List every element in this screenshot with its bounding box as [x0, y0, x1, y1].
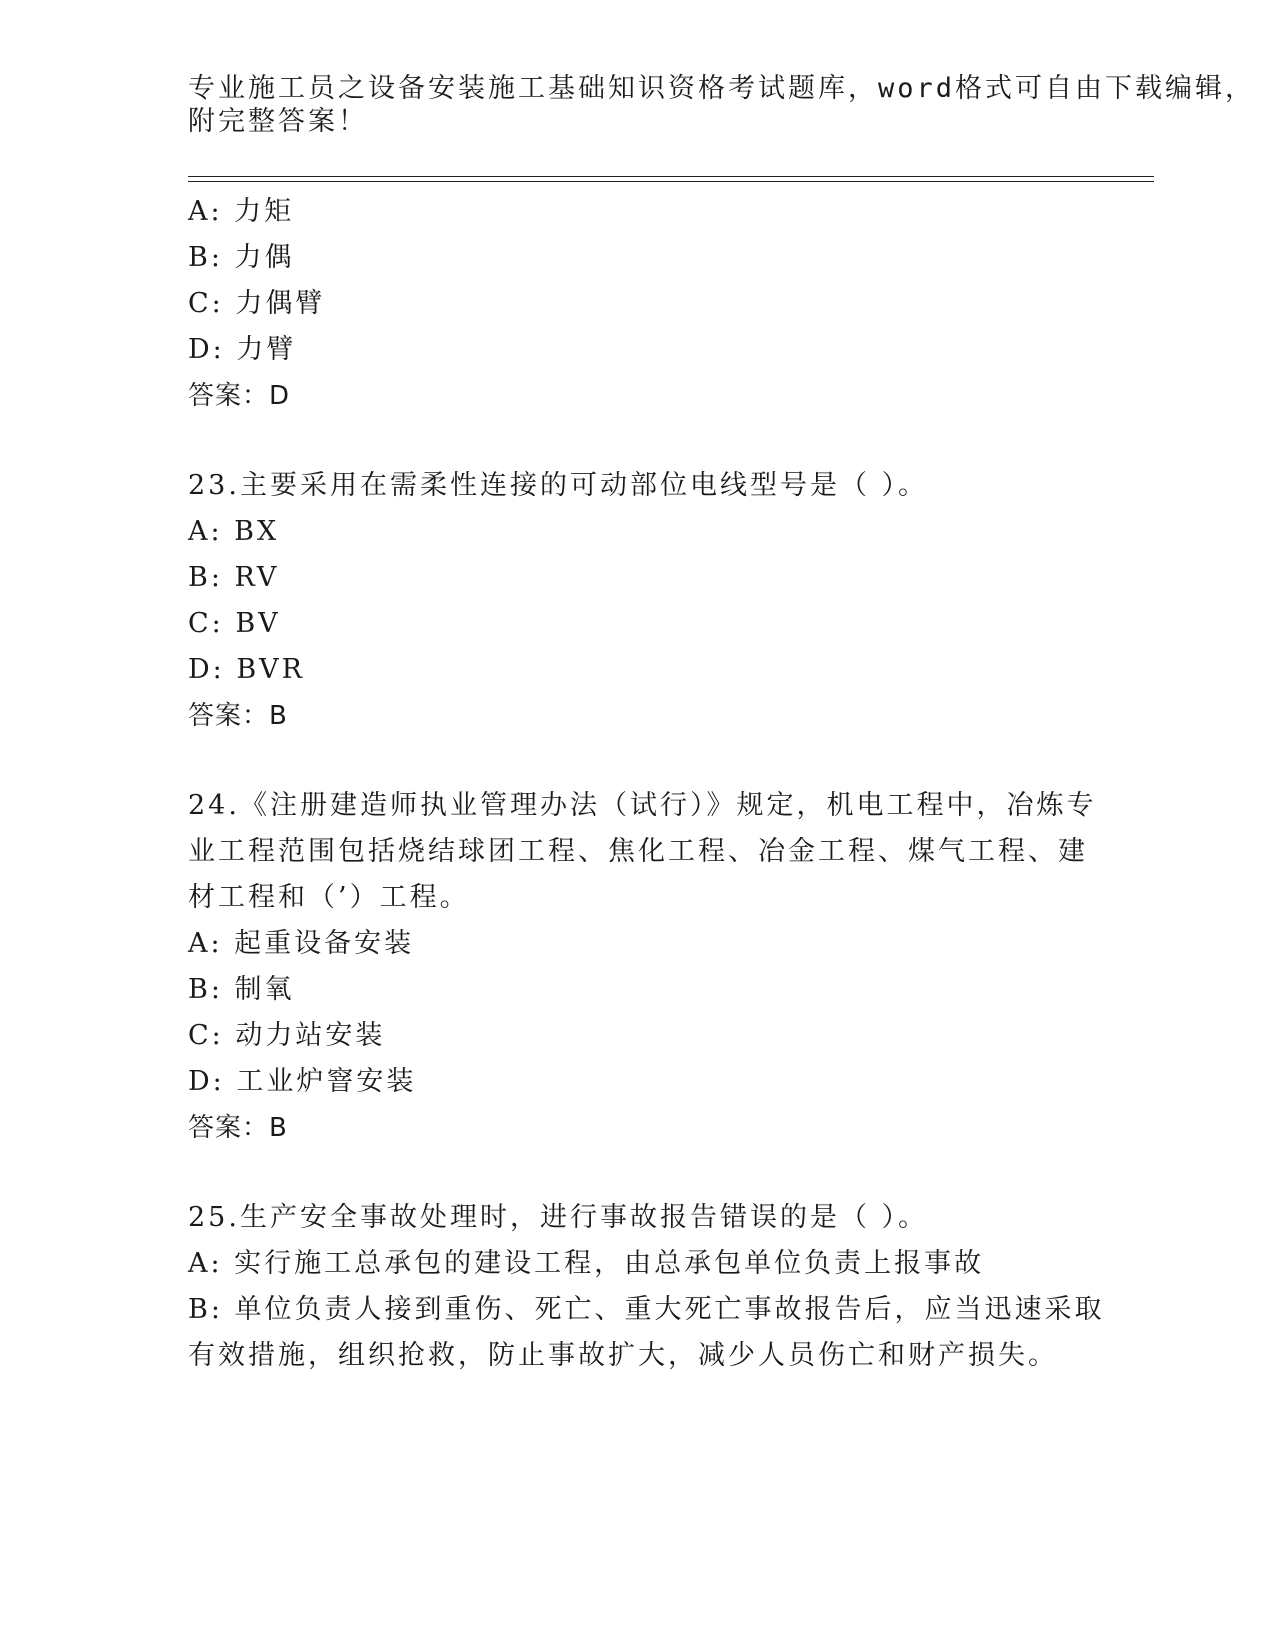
- spacer: [188, 739, 1088, 783]
- answer: 答案：B: [188, 701, 288, 731]
- option-b: B: 单位负责人接到重伤、死亡、重大死亡事故报告后，应当迅速采取: [188, 1294, 1105, 1325]
- option-b: B: 制氧: [188, 974, 295, 1005]
- question-stem: 25.生产安全事故处理时，进行事故报告错误的是（ ）。: [188, 1202, 929, 1233]
- header-line-1: 专业施工员之设备安装施工基础知识资格考试题库，word格式可自由下载编辑，: [188, 73, 1256, 104]
- option-d: D: 工业炉窨安装: [188, 1066, 417, 1097]
- header-line-2: 附完整答案！: [188, 106, 368, 137]
- question-list: [188, 189, 1105, 1379]
- spacer: [188, 1151, 1088, 1195]
- option-b-continued: 有效措施，组织抢救，防止事故扩大，减少人员伤亡和财产损失。: [188, 1340, 1058, 1371]
- header-divider-bottom: [188, 181, 1154, 182]
- option-c: C: BV: [188, 608, 281, 639]
- option-c: C: 动力站安装: [188, 1020, 386, 1051]
- question-stem-line-1: 24.《注册建造师执业管理办法（试行）》规定，机电工程中，冶炼专: [188, 790, 1097, 821]
- answer: 答案：B: [188, 1113, 288, 1143]
- spacer: [188, 419, 1088, 463]
- question-25: [188, 1195, 1105, 1379]
- option-b: B: RV: [188, 562, 280, 593]
- option-a: A: BX: [188, 516, 280, 547]
- header-divider-top: [188, 176, 1154, 177]
- option-b: B: 力偶: [188, 242, 295, 273]
- question-23: [188, 463, 1088, 739]
- question-stem-line-3: 材工程和（’）工程。: [188, 882, 470, 913]
- option-c: C: 力偶臂: [188, 288, 326, 319]
- question-stem-line-2: 业工程范围包括烧结球团工程、焦化工程、冶金工程、煤气工程、建: [188, 836, 1088, 867]
- option-a: A: 实行施工总承包的建设工程，由总承包单位负责上报事故: [188, 1248, 985, 1279]
- document-header: [188, 72, 1256, 138]
- option-d: D: BVR: [188, 654, 305, 685]
- question-22: [188, 189, 1088, 419]
- option-a: A: 起重设备安装: [188, 928, 415, 959]
- question-stem: 23.主要采用在需柔性连接的可动部位电线型号是（ ）。: [188, 470, 929, 501]
- option-a: A: 力矩: [188, 196, 295, 227]
- question-24: [188, 783, 1097, 1151]
- answer: 答案：D: [188, 381, 291, 411]
- option-d: D: 力臂: [188, 334, 297, 365]
